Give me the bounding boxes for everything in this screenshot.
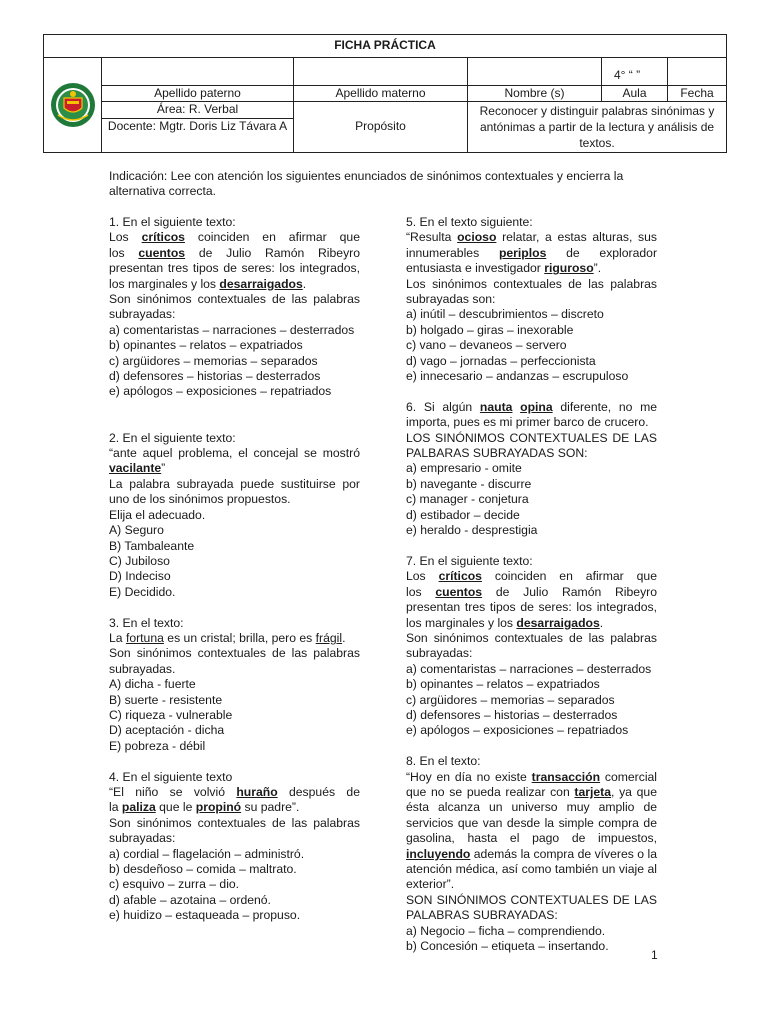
question-4: 4. En el siguiente texto “El niño se volvió huraño después de la paliza que le propinó su padre”. Son sinónimos contextuales de las palabras subrayadas: a) cordial – flagelación – administró. b) desdeñoso – comida – maltrato. c) esquivo – zurra – dio. d) afable – azotaina – ordenó. e) huidizo – estaqueada – propuso. [109,769,360,923]
option[interactable]: d) defensores – historias – desterrados [406,707,618,722]
question-instruction: Son sinónimos contextuales de las palabras subrayadas: [109,292,360,322]
option[interactable]: e) apólogos – exposiciones – repatriados [406,723,629,738]
underlined-word: huraño [236,784,278,799]
indicacion-text: Indicación: Lee con atención los siguientes enunciados de sinónimos contextuales y encierra la alternativa correcta. [109,169,624,199]
blank-materno[interactable] [294,58,468,86]
option[interactable]: e) apólogos – exposiciones – repatriados [109,384,332,399]
option[interactable]: e) huidizo – estaqueada – propuso. [109,908,301,923]
instructions [109,169,659,200]
option[interactable]: a) Negocio – ficha – comprendiendo. [406,923,606,938]
option[interactable]: e) innecesario – andanzas – escrupuloso [406,369,629,384]
option[interactable]: a) empresario - omite [406,461,522,476]
question-instruction-2: Elija el adecuado. [109,507,206,522]
label-fecha: Fecha [668,86,727,102]
question-heading: 2. En el siguiente texto: [109,430,236,445]
area-label: Área: R. Verbal [102,102,294,118]
question-instruction: SON SINÓNIMOS CONTEXTUALES DE LAS PALABRAS SUBRAYADAS: [406,892,657,923]
underlined-word: transacción [531,769,601,784]
question-8: 8. En el texto: “Hoy en día no existe transacción comercial que no se pueda realizar con tarjeta, ya que ésta alcanza un universo muy amplio de servicios que van desde la simple compra de gasolina, hasta el pago de impuestos, incluyendo además la compra de víveres o la atención médica, así como también un viaje al exterior”. SON SINÓNIMOS CONTEXTUALES DE LAS PALABRAS SUBRAYADAS: a) Negocio – ficha – comprendiendo. b) Concesión – etiqueta – insertando. [406,754,658,954]
question-heading: 7. En el siguiente texto: [406,553,533,568]
question-instruction: Son sinónimos contextuales de las palabras subrayadas: [109,815,360,846]
underlined-word: nauta [479,399,513,414]
underlined-word: cuentos [435,584,483,599]
underlined-word: vacilante [109,461,162,476]
left-column [109,215,360,924]
question-instruction: Son sinónimos contextuales de las palabras subrayadas. [109,646,360,676]
option[interactable]: e) heraldo - desprestigia [406,523,538,538]
label-nombre: Nombre (s) [468,86,602,102]
question-instruction: LOS SINÓNIMOS CONTEXTUALES DE LAS PALBARAS SUBRAYADAS SON: [406,430,657,461]
option[interactable]: c) esquivo – zurra – dio. [109,877,240,892]
option[interactable]: d) defensores – historias – desterrados [109,369,321,384]
option[interactable]: A) Seguro [109,523,164,538]
option[interactable]: A) dicha - fuerte [109,677,196,692]
question-6: 6. Si algún nauta opina diferente, no me importa, pues es mi primer barco de crucero. LOS SINÓNIMOS CONTEXTUALES DE LAS PALBARAS SUBRAYADAS SON: a) empresario - omite b) navegante - discurre c) manager - conjetura d) estibador – decide e) heraldo - desprestigia [406,399,658,538]
underlined-word: paliza [121,800,156,815]
option[interactable]: b) desdeñoso – comida – maltrato. [109,862,297,876]
underlined-word: tarjeta [574,784,612,799]
option[interactable]: c) manager - conjetura [406,492,529,507]
label-aula: Aula [602,86,668,102]
underlined-word: opina [520,399,553,414]
question-3: 3. En el texto: La fortuna es un cristal; brilla, pero es frágil. Son sinónimos contextuales de las palabras subrayadas. A) dicha - fuerte B) suerte - resistente C) riqueza - vulnerable D) aceptación - dicha E) pobreza - débil [109,615,360,753]
option[interactable]: E) pobreza - débil [109,738,206,753]
grade-cell[interactable]: 4° “ ” [602,58,668,86]
underlined-word: desarraigados [219,276,303,291]
option[interactable]: c) vano – devaneos – servero [406,338,567,353]
underlined-word: cuentos [138,245,186,260]
underlined-word: propinó [195,800,242,815]
option[interactable]: c) argüidores – memorias – separados [109,353,318,368]
docente-label: Docente: Mgtr. Doris Liz Távara A [102,118,294,152]
option[interactable]: E) Decidido. [109,584,176,599]
option[interactable]: a) cordial – flagelación – administró. [109,846,305,861]
option[interactable]: b) opinantes – relatos – expatriados [109,338,303,353]
option[interactable]: D) Indeciso [109,569,171,584]
question-instruction: La palabra subrayada puede sustituirse por uno de los sinónimos propuestos. [109,476,360,507]
question-5: 5. En el texto siguiente: “Resulta ocioso relatar, a estas alturas, sus innumerables periplos de explorador entusiasta e investigador riguroso”. Los sinónimos contextuales de las palabras subrayadas son: a) inútil – descubrimientos – discreto b) holgado – giras – inexorable c) vano – devaneos – servero d) vago – jornadas – perfeccionista e) innecesario – andanzas – escrupuloso [406,215,658,384]
option[interactable]: c) argüidores – memorias – separados [406,692,615,707]
page-number: 1 [651,948,658,962]
underlined-word: frágil [315,630,343,645]
underlined-word: fortuna [125,630,164,645]
page-title: FICHA PRÁCTICA [44,35,727,58]
school-crest-icon [49,81,97,129]
underlined-word: incluyendo [406,846,471,861]
underlined-word: periplos [498,245,547,260]
blank-nombre[interactable] [468,58,602,86]
option[interactable]: D) aceptación - dicha [109,723,225,738]
label-apellido-paterno: Apellido paterno [102,86,294,102]
question-heading: 1. En el siguiente texto: [109,215,236,229]
question-1: 1. En el siguiente texto: Los críticos coinciden en afirmar que los cuentos de Julio Ramón Ribeyro presentan tres tipos de seres: los integrados, los marginales y los desarraigados. Son sinónimos contextuales de las palabras subrayadas: a) comentaristas – narraciones – desterrados b) opinantes – relatos – expatriados c) argüidores – memorias – separados d) defensores – historias – desterrados e) apólogos – exposiciones – repatriados [109,215,361,399]
option[interactable]: d) vago – jornadas – perfeccionista [406,353,596,368]
option[interactable]: a) inútil – descubrimientos – discreto [406,307,604,322]
proposito-label: Propósito [294,102,468,152]
right-column [406,215,657,954]
option[interactable]: b) holgado – giras – inexorable [406,322,574,337]
question-heading: 8. En el texto: [406,754,481,769]
underlined-word: riguroso [544,261,594,276]
question-heading: 5. En el texto siguiente: [406,215,533,229]
logo-cell [44,58,102,153]
underlined-word: ocioso [457,230,497,245]
option[interactable]: B) suerte - resistente [109,692,223,707]
question-7: 7. En el siguiente texto: Los críticos coinciden en afirmar que los cuentos de Julio Ramón Ribeyro presentan tres tipos de seres: los integrados, los marginales y los desarraigados. Son sinónimos contextuales de las palabras subrayadas: a) comentaristas – narraciones – desterrados b) opinantes – relatos – expatriados c) argüidores – memorias – separados d) defensores – historias – desterrados e) apólogos – exposiciones – repatriados [406,553,658,738]
question-heading: 3. En el texto: [109,615,184,630]
underlined-word: críticos [438,569,482,584]
blank-paterno[interactable] [102,58,294,86]
option[interactable]: d) afable – azotaina – ordenó. [109,892,271,907]
underlined-word: desarraigados [516,615,600,630]
question-instruction: Son sinónimos contextuales de las palabras subrayadas: [406,630,657,661]
question-2: 2. En el siguiente texto: “ante aquel problema, el concejal se mostró vacilante” La palabra subrayada puede sustituirse por uno de los sinónimos propuestos. Elija el adecuado. A) Seguro B) Tambaleante C) Jubiloso D) Indeciso E) Decidido. [109,430,360,599]
option[interactable]: a) comentaristas – narraciones – desterrados [109,322,355,337]
option[interactable]: b) Concesión – etiqueta – insertando. [406,939,609,954]
option[interactable]: d) estibador – decide [406,507,520,522]
option[interactable]: b) opinantes – relatos – expatriados [406,677,600,692]
underlined-word: críticos [141,230,185,245]
option[interactable]: C) riqueza - vulnerable [109,707,233,722]
option[interactable]: B) Tambaleante [109,538,195,553]
option[interactable]: C) Jubiloso [109,553,170,568]
option[interactable]: b) navegante - discurre [406,476,532,491]
question-heading: 4. En el siguiente texto [109,769,233,784]
label-apellido-materno: Apellido materno [294,86,468,102]
blank-fecha[interactable] [668,58,727,86]
header-table [43,34,727,153]
question-instruction: Los sinónimos contextuales de las palabras subrayadas son: [406,276,657,307]
proposito-text: Reconocer y distinguir palabras sinónimas y antónimas a partir de la lectura y análisis de textos. [468,102,727,152]
option[interactable]: a) comentaristas – narraciones – desterrados [406,661,652,676]
